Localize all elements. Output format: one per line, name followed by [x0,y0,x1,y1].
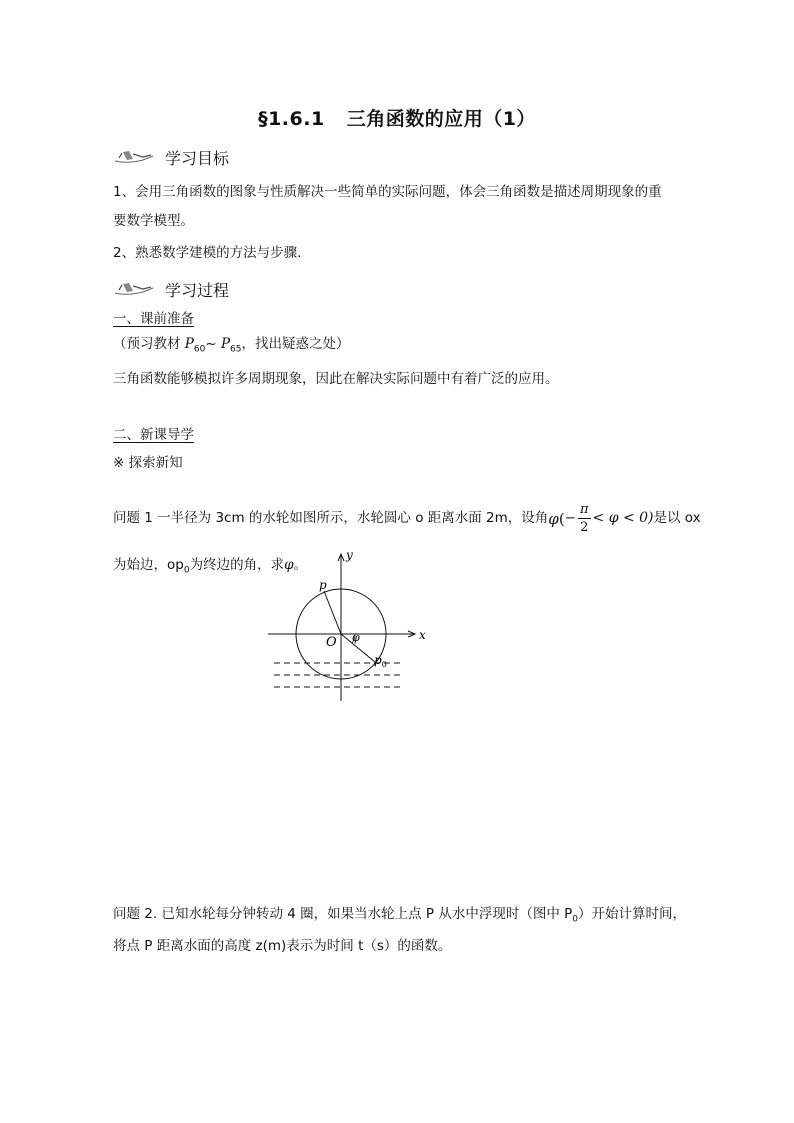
radius-op [324,591,341,634]
section-goals-label: 学习目标 [165,148,230,168]
question-1-line-2: 为始边，$op_0$为终边的角，求φ。 [113,557,308,576]
title-text: 三角函数的应用（1） [346,108,536,130]
question-2-line-1: 问题 2. 已知水轮每分钟转动 4 圈，如果当水轮上点 P 从水中浮现时（图中 $P_0$）开始计算时间， [113,906,687,925]
newlesson-heading: 二、新课导学 [113,427,194,443]
goal-item-2: 2、熟悉数学建模的方法与步骤. [113,245,302,261]
label-p: p [319,578,327,592]
explore-heading: ※ 探索新知 [113,455,183,471]
pen-decoration-icon [113,148,157,166]
title-number: §1.6.1 [258,108,325,130]
goal-item-1-line-2: 要数学模型。 [113,213,194,229]
section-process [113,277,229,301]
waterwheel-figure [262,543,432,708]
section-process-label: 学习过程 [165,280,230,300]
pen-decoration-icon [113,280,157,298]
page-title [0,104,794,131]
label-origin: O [326,635,337,650]
prep-body: 三角函数能够模拟许多周期现象，因此在解决实际问题中有着广泛的应用。 [113,371,559,387]
label-p0: $p_0$ [374,653,387,669]
label-phi: φ [352,631,360,644]
label-y: y [346,548,353,562]
label-x: x [419,628,426,642]
prep-note: （预习教材 $P_{60}\sim$ $P_{65}$，找出疑惑之处） [113,336,350,355]
question-1-line-1: 问题 1 一半径为 3cm 的水轮如图所示，水轮圆心 o 距离水面 2m，设角 φ ( − $\frac{\pi}{2}$ < φ < 0) 是以 ox [113,502,701,535]
question-2-line-2: 将点 P 距离水面的高度 z(m)表示为时间 t（s）的函数。 [113,938,452,954]
goal-item-1-line-1: 1、会用三角函数的图象与性质解决一些简单的实际问题，体会三角函数是描述周期现象的重 [113,184,662,200]
section-goals [113,145,229,169]
prep-heading: 一、课前准备 [113,311,194,327]
